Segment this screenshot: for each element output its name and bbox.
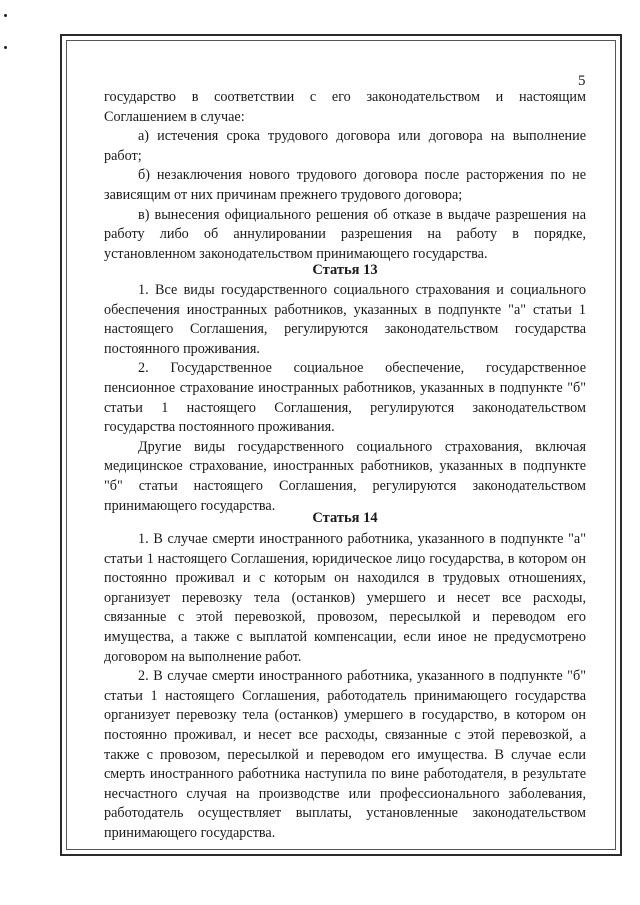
scan-artifact — [4, 46, 7, 49]
intro-block — [104, 88, 586, 264]
article-13-body — [104, 281, 586, 516]
scan-artifact — [4, 14, 7, 17]
article-13-paragraph-3: Другие виды государственного социального страхования, включая медицинское страхование, иностранных работников, указанных в подпункте "б" статьи настоящего Соглашения, регулируются законодательством принимающего государства. — [104, 438, 586, 514]
page-number: 5 — [578, 73, 586, 89]
article-14-paragraph-2: 2. В случае смерти иностранного работника, указанного в подпункте "б" статьи 1 настоящего Соглашения, работодатель принимающего государства организует перевозку тела (останков) умершего в государство, в котором он постоянно проживал, и несет все расходы, связанные с этой перевозкой, а также с провозом, пересылкой и переводом его имущества. В случае если смерть иностранного работника наступила по вине работодателя, в результате несчастного случая на производстве или профессионального заболевания, работодатель осуществляет выплаты, установленные законодательством принимающего государства. — [104, 668, 586, 841]
intro-paragraph: государство в соответствии с его законодательством и настоящим Соглашением в случае: — [104, 89, 586, 125]
article-14-heading: Статья 14 — [312, 510, 378, 526]
article-14-paragraph-1: 1. В случае смерти иностранного работника, указанного в подпункте "а" статьи 1 настоящего Соглашения, юридическое лицо государства, в котором он постоянно проживал и с которым он находился в трудовых отношениях, организует перевозку тела (останков) умершего и несет все расходы, связанные с этой перевозкой, провозом, пересылкой и переводом его имущества, а также с выплатой компенсации, если иное не предусмотрено договором на выполнение работ. — [104, 531, 586, 665]
intro-item-a: а) истечения срока трудового договора или договора на выполнение работ; — [104, 128, 586, 164]
intro-item-v: в) вынесения официального решения об отказе в выдаче разрешения на работу либо об аннулировании разрешения на работу в порядке, установленном законодательством принимающего государства. — [104, 206, 586, 262]
article-13-paragraph-2: 2. Государственное социальное обеспечение, государственное пенсионное страхование иностранных работников, указанных в подпункте "б" статьи 1 настоящего Соглашения, регулируются законодательством государства постоянного проживания. — [104, 360, 586, 436]
intro-item-b: б) незаключения нового трудового договора после расторжения по не зависящим от них причинам прежнего трудового договора; — [104, 167, 586, 203]
article-13-paragraph-1: 1. Все виды государственного социального страхования и социального обеспечения иностранных работников, указанных в подпункте "а" статьи 1 настоящего Соглашения, регулируются законодательством государства постоянного проживания. — [104, 282, 586, 357]
article-14-body — [104, 530, 586, 844]
article-13-heading: Статья 13 — [312, 262, 378, 278]
